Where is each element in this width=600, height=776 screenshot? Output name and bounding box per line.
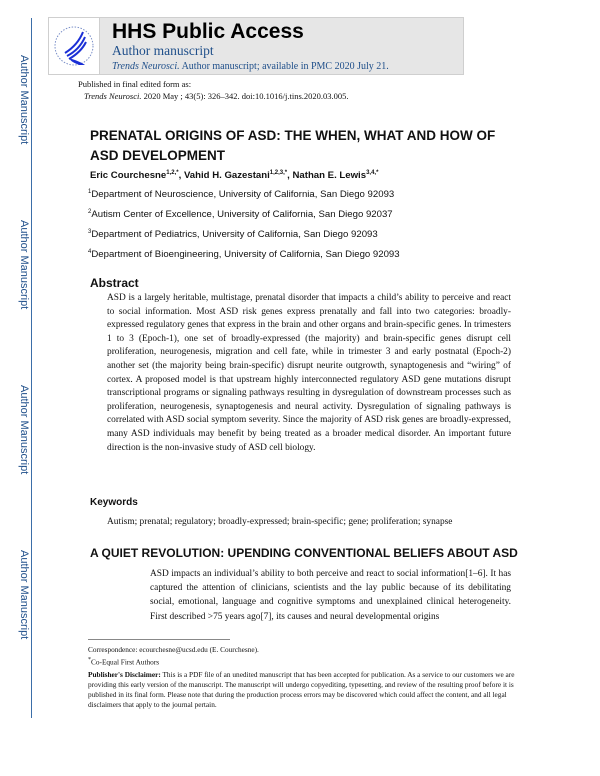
keywords-text: Autism; prenatal; regulatory; broadly-expressed; brain-specific; gene; proliferation; synapse [107,517,453,527]
header-title: HHS Public Access [112,20,304,43]
author: Eric Courchesne [90,170,167,182]
header-subtitle: Author manuscript [112,43,214,58]
affiliation: $^1$Department of Neuroscience, University of California, San Diego 92093 [88,189,395,201]
section-text: ASD impacts an individual’s ability to both perceive and react to social information[1–6]. It has captured the attention of clinicians, scientists and the lay public because of its debilitating social, emotional, language and cognitive symptoms and unexplained clinical heterogeneity. First described >75 years ago[7], its causes and neural developmental origins [150,569,511,622]
footnotes: Correspondence: ecourchesne@ucsd.edu (E. Courchesne). *Co-Equal First Authors Publisher's Disclaimer: This is a PDF file of an unedited manuscript that has been accepted for publication. As a service to our customers we are providing this early version of the manuscript. The manuscript will undergo copyediting, typesetting, and review of the resulting proof before it is published in its final form. Please note that during the production process errors may be discovered which could affect the content, and all legal disclaimers that apply to the journal pertain. [88,645,515,710]
side-label: Author Manuscript [18,550,30,640]
author: Vahid H. Gazestani [183,170,270,182]
side-label: Author Manuscript [18,220,30,310]
author-list: Eric Courchesne$^{1,2,*}$, Vahid H. Gazestani$^{1,2,3,*}$, Nathan E. Lewis$^{3,4,*}$ [90,170,379,182]
affiliation: $^3$Department of Pediatrics, University of California, San Diego 92093 [88,229,378,241]
hhs-header [48,17,464,75]
author: Nathan E. Lewis [292,170,367,182]
margin-rule [31,18,32,718]
affiliation: $^2$Autism Center of Excellence, University of California, San Diego 92037 [88,209,393,221]
footnote-rule [88,639,230,640]
abstract-text: ASD is a largely heritable, multistage, prenatal disorder that impacts a child’s ability to perceive and react to social information. Most ASD risk genes express prenatally and fall into two categories: broadly-expressed regulatory genes that express in the brain and other organs and brain-specific genes. In trimesters 1 to 3 (Epoch-1), one set of broadly-expressed (the majority) and brain-specific genes disrupt cell proliferation, neurogenesis, migration and cell fate, while in trimester 3 and early postnatal (Epoch-2) another set (the majority being brain-specific) disrupt neurite outgrowth, synaptogenesis and “wiring” of cortex. A proposed model is that upstream highly interconnected regulatory ASD gene mutations disrupt transcriptional programs or signaling pathways resulting in dysregulation of downstream processes such as proliferation, neurogenesis, synaptogenesis and neural activity. Dysregulation of signaling pathways is correlated with ASD social symptom severity. Since the majority of ASD risk genes are broadly-expressed, many ASD individuals may benefit by being treated as a broader medical disorder. An important future direction is the non-invasive study of ASD cell biology. [107,293,511,453]
published-info: Published in final edited form as: Trends Neurosci. 2020 May ; 43(5): 326–342. doi:10.1016/j.tins.2020.03.005. [78,79,349,101]
header-availability: Trends Neurosci. Author manuscript; available in PMC 2020 July 21. [112,61,389,72]
abstract-heading: Abstract [90,276,139,290]
section-heading: A QUIET REVOLUTION: UPENDING CONVENTIONAL BELIEFS ABOUT ASD [90,546,518,560]
keywords-heading: Keywords [90,497,138,508]
article-title: PRENATAL ORIGINS OF ASD: THE WHEN, WHAT AND HOW OF ASD DEVELOPMENT [90,128,496,163]
hhs-logo-icon [49,18,100,74]
affiliation: $^4$Department of Bioengineering, University of California, San Diego 92093 [88,249,400,261]
side-label: Author Manuscript [18,55,30,145]
side-label: Author Manuscript [18,385,30,475]
